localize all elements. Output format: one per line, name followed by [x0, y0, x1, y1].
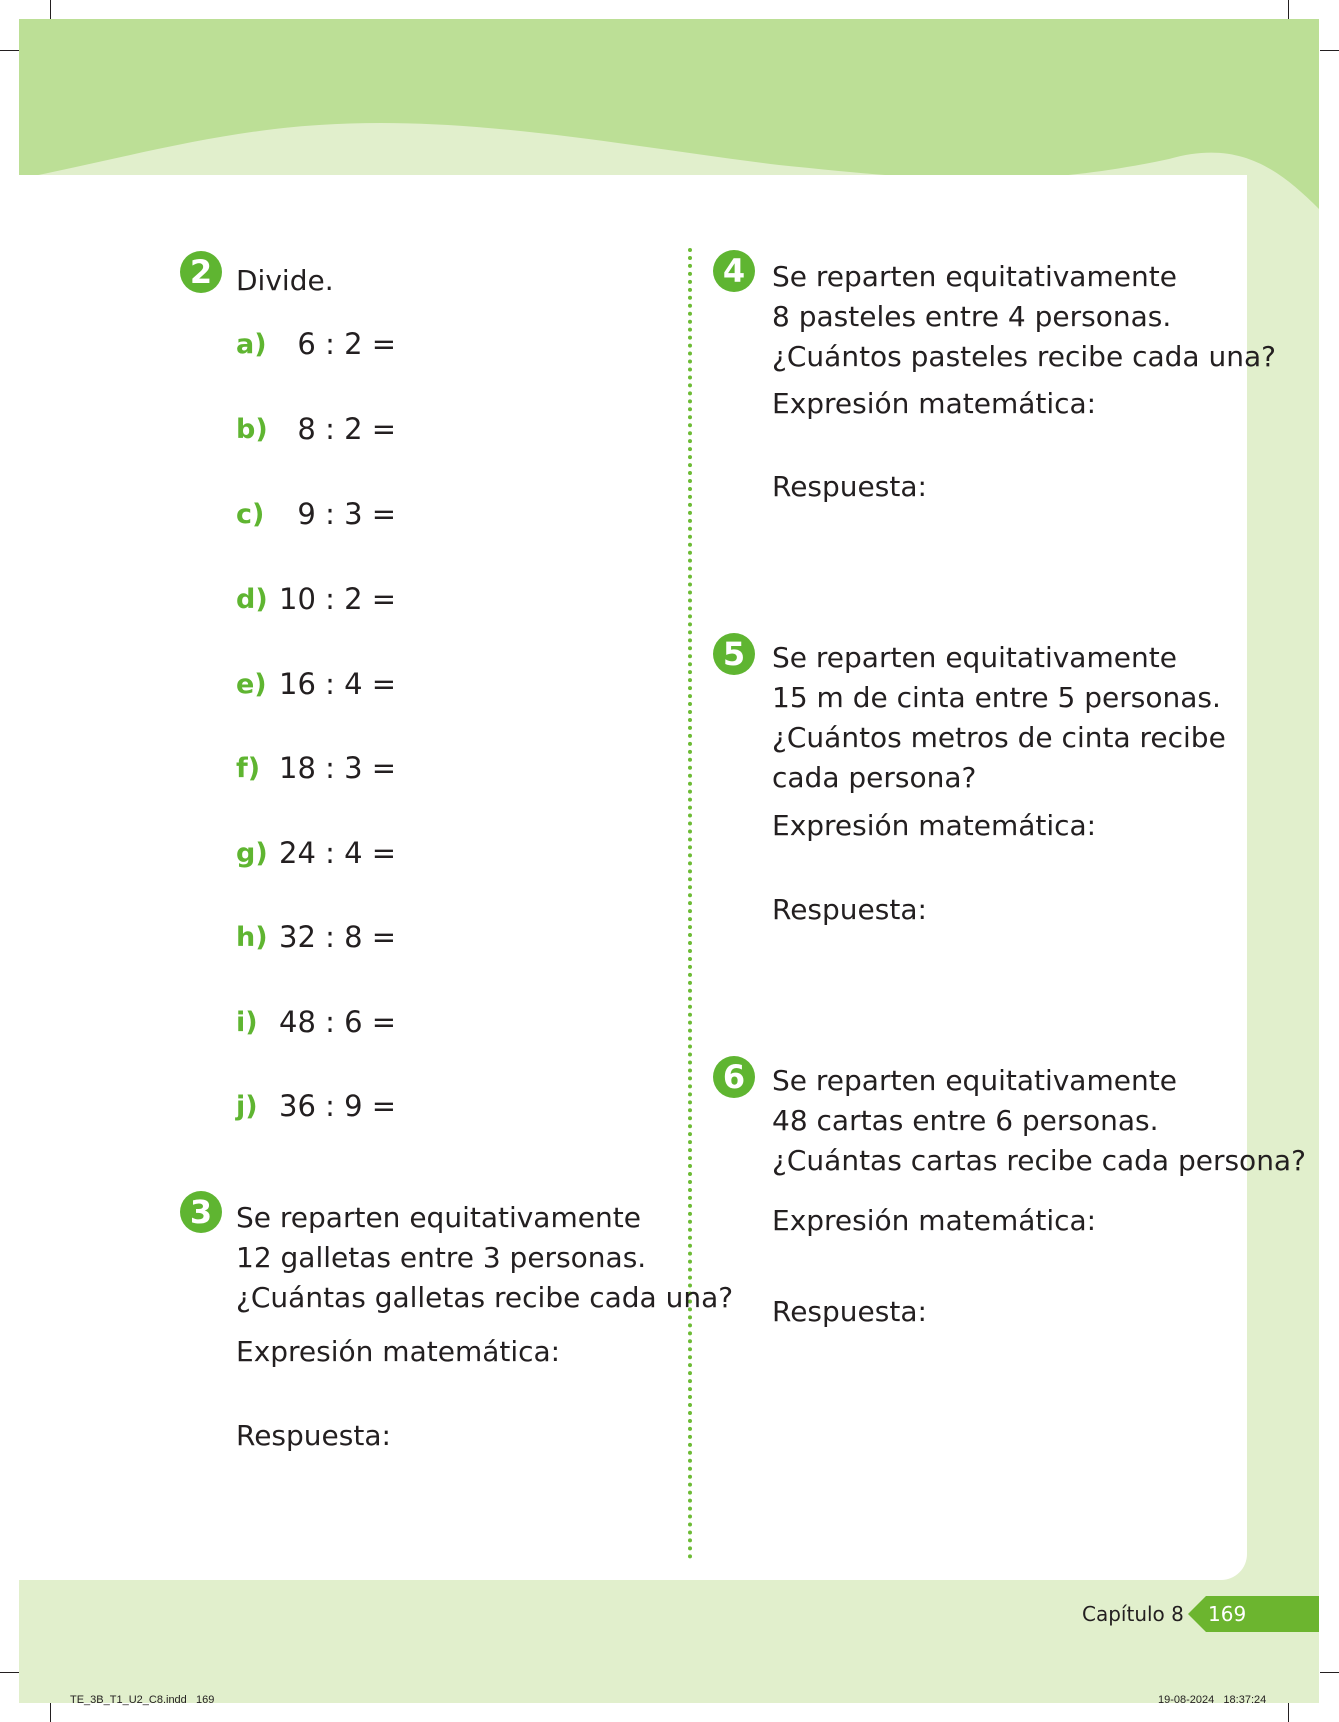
- item-letter: a): [236, 328, 267, 360]
- problem-line: ¿Cuántas cartas recibe cada persona?: [772, 1144, 1306, 1177]
- division-item: [236, 1002, 396, 1042]
- problem-line: 15 m de cinta entre 5 personas.: [772, 681, 1221, 714]
- page-number: 169: [1208, 1602, 1247, 1626]
- problem-line: cada persona?: [772, 761, 977, 794]
- crop-mark: [1288, 0, 1289, 19]
- answer-label: Respuesta:: [772, 1295, 927, 1328]
- problem-line: ¿Cuántos metros de cinta recibe: [772, 721, 1226, 754]
- answer-label: Respuesta:: [236, 1419, 391, 1452]
- answer-label: Respuesta:: [772, 470, 927, 503]
- crop-mark: [1320, 1672, 1339, 1673]
- division-item: [236, 1086, 396, 1126]
- exercise-number-badge: 5: [713, 633, 755, 675]
- division-expression: 9 : 3 =: [279, 497, 397, 531]
- crop-mark: [1288, 1703, 1289, 1722]
- crop-mark: [50, 0, 51, 19]
- exercise-instruction: Divide.: [236, 264, 334, 297]
- problem-line: 48 cartas entre 6 personas.: [772, 1104, 1159, 1137]
- item-letter: i): [236, 1006, 258, 1038]
- division-expression: 6 : 2 =: [279, 327, 397, 361]
- chapter-label: Capítulo 8: [1082, 1602, 1184, 1626]
- division-expression: 8 : 2 =: [279, 412, 397, 446]
- item-letter: h): [236, 921, 268, 953]
- problem-line: 8 pasteles entre 4 personas.: [772, 300, 1172, 333]
- problem-statement: [772, 638, 1226, 798]
- problem-line: Se reparten equitativamente: [772, 641, 1177, 674]
- exercise-number-badge: 6: [713, 1056, 755, 1098]
- problem-line: Se reparten equitativamente: [772, 260, 1177, 293]
- division-expression: 16 : 4 =: [279, 667, 397, 701]
- problem-line: 12 galletas entre 3 personas.: [236, 1241, 647, 1274]
- problem-line: Se reparten equitativamente: [772, 1064, 1177, 1097]
- column-divider: [688, 248, 692, 1560]
- division-item: [236, 494, 396, 534]
- division-expression: 18 : 3 =: [279, 751, 397, 785]
- division-expression: 24 : 4 =: [279, 836, 397, 870]
- date-slug: 19-08-2024 18:37:24: [1158, 1694, 1267, 1706]
- exercise-number-badge: 3: [180, 1191, 222, 1233]
- division-item: [236, 409, 396, 449]
- division-item: [236, 833, 396, 873]
- division-item: [236, 748, 396, 788]
- expression-label: Expresión matemática:: [772, 809, 1097, 842]
- problem-statement: [236, 1198, 733, 1318]
- item-letter: b): [236, 413, 268, 445]
- item-letter: g): [236, 837, 268, 869]
- expression-label: Expresión matemática:: [772, 1204, 1097, 1237]
- item-letter: c): [236, 498, 265, 530]
- exercise-number-badge: 4: [713, 250, 755, 292]
- crop-mark: [0, 1672, 19, 1673]
- file-slug: TE_3B_T1_U2_C8.indd 169: [70, 1694, 215, 1706]
- division-expression: 48 : 6 =: [279, 1005, 397, 1039]
- division-expression: 10 : 2 =: [279, 582, 397, 616]
- expression-label: Expresión matemática:: [236, 1335, 561, 1368]
- division-item: [236, 579, 396, 619]
- problem-line: ¿Cuántas galletas recibe cada una?: [236, 1281, 734, 1314]
- problem-statement: [772, 1061, 1306, 1181]
- division-expression: 36 : 9 =: [279, 1089, 397, 1123]
- crop-mark: [0, 50, 19, 51]
- item-letter: f): [236, 752, 261, 784]
- exercise-number-badge: 2: [180, 251, 222, 293]
- item-letter: d): [236, 583, 268, 615]
- division-item: [236, 664, 396, 704]
- crop-mark: [50, 1703, 51, 1722]
- answer-label: Respuesta:: [772, 893, 927, 926]
- problem-line: Se reparten equitativamente: [236, 1201, 641, 1234]
- division-item: [236, 917, 396, 957]
- problem-line: ¿Cuántos pasteles recibe cada una?: [772, 340, 1276, 373]
- crop-mark: [1320, 50, 1339, 51]
- division-item: [236, 324, 396, 364]
- item-letter: j): [236, 1090, 258, 1122]
- problem-statement: [772, 257, 1276, 377]
- expression-label: Expresión matemática:: [772, 387, 1097, 420]
- item-letter: e): [236, 668, 267, 700]
- division-expression: 32 : 8 =: [279, 920, 397, 954]
